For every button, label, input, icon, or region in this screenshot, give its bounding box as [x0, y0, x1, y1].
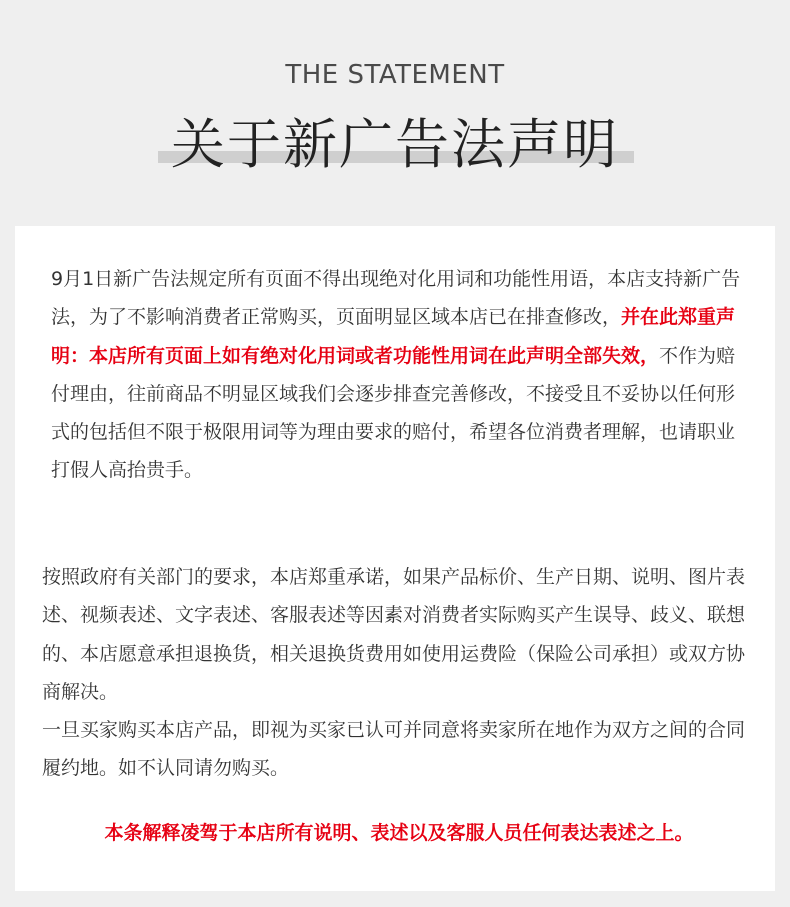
statement-eyebrow: THE STATEMENT — [285, 60, 505, 90]
ad-law-lead-text: 9月1日新广告法规定所有页面不得出现绝对化用词和功能性用语，本店支持新广告法，为了不影响消费者正常购买，页面明显区域本店已在排查修改， — [51, 268, 741, 329]
page-title: 关于新广告法声明 — [171, 113, 619, 176]
statement-header — [0, 0, 790, 225]
interpretation-note: 本条解释凌驾于本店所有说明、表述以及客服人员任何表达表述之上。 — [104, 822, 694, 844]
ad-law-tail-text: 不作为赔付理由，往前商品不明显区域我们会逐步排查完善修改，不接受且不妥协以任何形式的包括但不限于极限用词等为理由要求的赔付，希望各位消费者理解，也请职业打假人高抬贵手。 — [51, 344, 736, 482]
statement-paragraph-commitment — [42, 558, 754, 788]
commitment-text: 按照政府有关部门的要求，本店郑重承诺，如果产品标价、生产日期、说明、图片表述、视频表述、文字表述、客服表述等因素对消费者实际购买产生误导、歧义、联想的、本店愿意承担退换货，相关退换货费用如使用运费险（保险公司承担）或双方协商解决。 — [42, 566, 746, 703]
contract-location-text: 一旦买家购买本店产品，即视为买家已认可并同意将卖家所在地作为双方之间的合同履约地。如不认同请勿购买。 — [42, 719, 746, 780]
statement-card — [15, 226, 775, 891]
statement-paragraph-ad-law — [51, 260, 751, 490]
ad-law-declaration-highlight: 并在此郑重声明：本店所有页面上如有绝对化用词或者功能性用词在此声明全部失效， — [51, 306, 736, 367]
